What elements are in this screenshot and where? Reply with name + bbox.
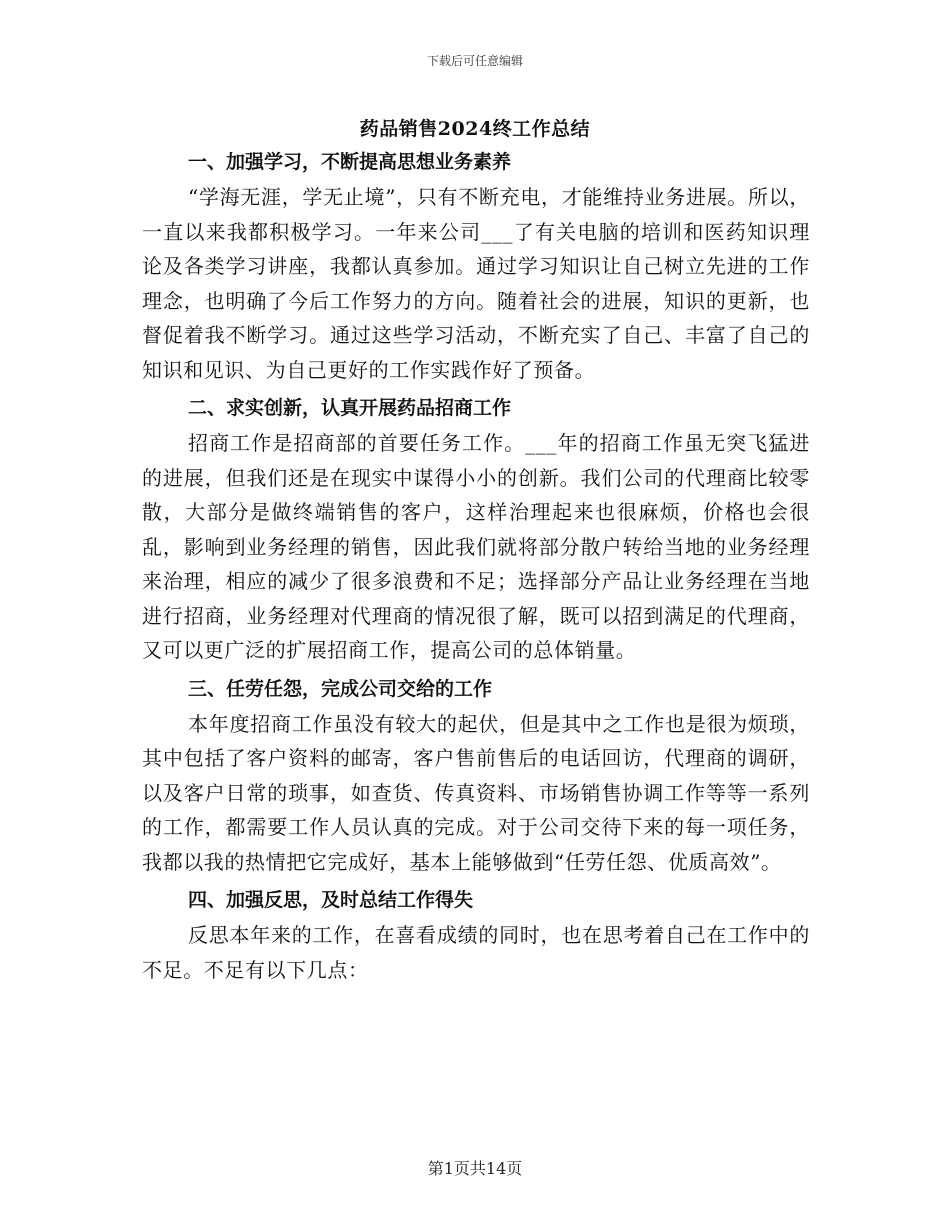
section-paragraph: 本年度招商工作虽没有较大的起伏，但是其中之工作也是很为烦琐，其中包括了客户资料的邮寄，客户售前售后的电话回访，代理商的调研，以及客户日常的琐事，如查货、传真资料、市场销售协调工作等等一系列的工作，都需要工作人员认真的完成。对于公司交待下来的每一项任务，我都以我的热情把它完成好，基本上能够做到“任劳任怨、优质高效”。 [142, 711, 810, 874]
document-title: 药品销售2024终工作总结 [359, 118, 591, 140]
section-paragraph: “学海无涯，学无止境”，只有不断充电，才能维持业务进展。所以，一直以来我都积极学习。一年来公司___了有关电脑的培训和医药知识理论及各类学习讲座，我都认真参加。通过学习知识让自己树立先进的工作理念，也明确了今后工作努力的方向。随着社会的进展，知识的更新，也督促着我不断学习。通过这些学习活动，不断充实了自己、丰富了自己的知识和见识、为自己更好的工作实践作好了预备。 [142, 185, 810, 382]
section-paragraph: 招商工作是招商部的首要任务工作。___年的招商工作虽无突飞猛进的进展，但我们还是在现实中谋得小小的创新。我们公司的代理商比较零散，大部分是做终端销售的客户，这样治理起来也很麻烦，价格也会很乱，影响到业务经理的销售，因此我们就将部分散户转给当地的业务经理来治理，相应的减少了很多浪费和不足；选择部分产品让业务经理在当地进行招商，业务经理对代理商的情况很了解，既可以招到满足的代理商，又可以更广泛的扩展招商工作，提高公司的总体销量。 [142, 431, 810, 662]
page-number: 第1页共14页 [427, 1159, 523, 1178]
section-heading: 一、加强学习，不断提高思想业务素养 [188, 151, 512, 173]
document-body [142, 145, 810, 991]
page-header-note: 下载后可任意编辑 [426, 54, 523, 68]
section-1 [142, 145, 810, 387]
section-heading: 二、求实创新，认真开展药品招商工作 [188, 397, 512, 419]
section-2 [142, 391, 810, 668]
section-4 [142, 883, 810, 987]
section-heading: 三、任劳任怨，完成公司交给的工作 [188, 677, 493, 700]
section-heading: 四、加强反思，及时总结工作得失 [188, 889, 474, 911]
section-paragraph: 反思本年来的工作，在喜看成绩的同时，也在思考着自己在工作中的不足。不足有以下几点： [142, 923, 810, 982]
section-3 [142, 672, 810, 880]
